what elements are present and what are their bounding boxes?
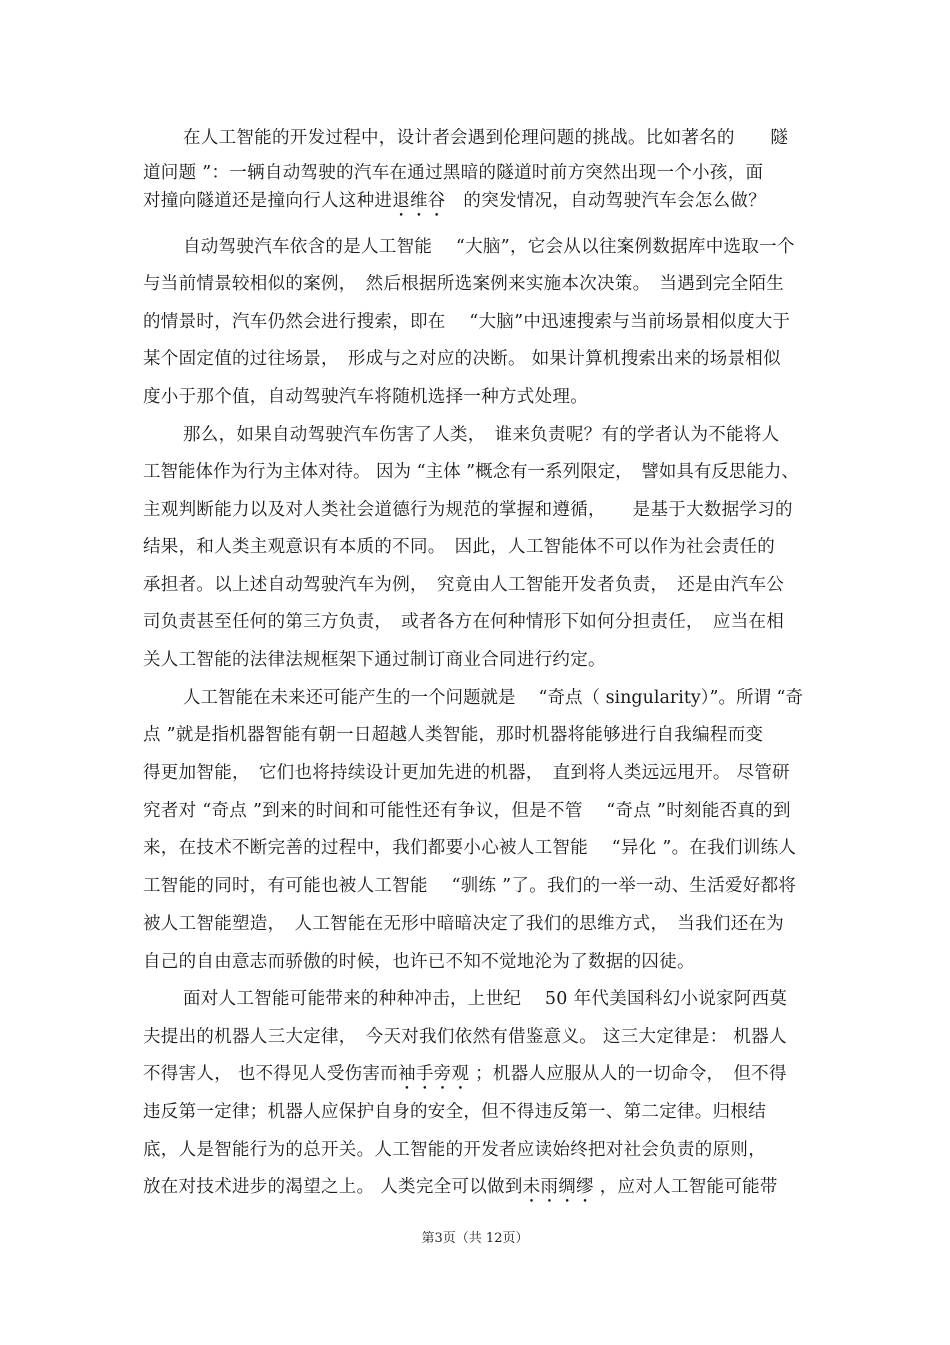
- text-line: [143, 273, 784, 295]
- text-segment: 的情景时，汽车仍然会进行搜索，即在 “大脑”中迅速搜索与当前场景相似度大于: [143, 312, 791, 332]
- text-line: [143, 800, 791, 822]
- text-line: [143, 311, 790, 333]
- text-line: [143, 649, 606, 671]
- text-segment: 得更加智能， 它们也将持续设计更加先进的机器， 直到将人类远远甩开。 尽管研: [143, 763, 790, 783]
- text-segment: [735, 128, 771, 148]
- text-segment: 被人工智能塑造， 人工智能在无形中暗暗决定了我们的思维方式， 当我们还在为: [143, 914, 785, 934]
- page-footer: 第3页（共 12页）: [421, 1231, 529, 1246]
- emphasized-phrase: 未雨绸缪: [522, 1177, 594, 1197]
- text-segment: 来，在技术不断完善的过程中，我们都要小心被人工智能 “异化 ”。在我们训练人: [143, 838, 797, 858]
- text-line: [183, 127, 788, 149]
- text-segment: 道问题 ”：一辆自动驾驶的汽车在通过黑暗的隧道时前方突然出现一个小孩，面: [143, 163, 764, 183]
- text-line: [143, 1176, 778, 1207]
- text-line: [143, 386, 588, 408]
- text-line: [143, 1139, 766, 1161]
- emphasized-phrase: 袖手旁观: [398, 1064, 470, 1084]
- text-segment: ；机器人应服从人的一切命令， 但不得: [469, 1064, 787, 1084]
- text-segment: 人工智能在未来还可能产生的一个问题就是 “奇点（ singularity）”。所谓 “奇: [183, 688, 804, 708]
- text-line: [143, 1063, 787, 1094]
- text-segment: 司负责甚至任何的第三方负责， 或者各方在何种情形下如何分担责任， 应当在相: [143, 612, 785, 632]
- text-line: [143, 875, 796, 897]
- text-segment: 对撞向隧道还是撞向行人这种进: [143, 191, 393, 211]
- text-segment: 底，人是智能行为的总开关。人工智能的开发者应读始终把对社会负责的原则，: [143, 1140, 766, 1160]
- text-line: [143, 536, 775, 558]
- text-segment: 工智能的同时，有可能也被人工智能 “驯练 ”了。我们的一举一动、生活爱好都将: [143, 876, 797, 896]
- text-line: [143, 190, 766, 221]
- text-line: [143, 837, 796, 859]
- text-segment: 的突发情况，自动驾驶汽车会怎么做？: [445, 191, 767, 211]
- text-line: [183, 424, 779, 446]
- text-line: [143, 611, 784, 633]
- text-segment: 工智能体作为行为主体对待。 因为 “主体 ”概念有一系列限定， 譬如具有反思能力、: [143, 462, 799, 482]
- text-line: [143, 162, 763, 184]
- text-line: [143, 461, 799, 483]
- text-segment: 点 ”就是指机器智能有朝一日超越人类智能，那时机器将能够进行自我编程而变: [143, 725, 764, 745]
- text-line: [143, 724, 763, 746]
- text-line: [143, 762, 790, 784]
- text-segment: 夫提出的机器人三大定律， 今天对我们依然有借鉴意义。 这三大定律是： 机器人: [143, 1027, 787, 1047]
- text-segment: 在人工智能的开发过程中，设计者会遇到伦理问题的挑战。比如著名的: [183, 128, 735, 148]
- text-line: [143, 1101, 766, 1123]
- text-line: [143, 499, 793, 521]
- text-line: [143, 913, 784, 935]
- text-line: [183, 236, 795, 258]
- text-segment: 承担者。以上述自动驾驶汽车为例， 究竟由人工智能开发者负责， 还是由汽车公: [143, 575, 785, 595]
- text-segment: 隧: [770, 128, 789, 148]
- text-segment: 度小于那个值，自动驾驶汽车将随机选择一种方式处理。: [143, 387, 588, 407]
- text-segment: 自动驾驶汽车依含的是人工智能 “大脑”，它会从以往案例数据库中选取一个: [183, 237, 795, 257]
- text-segment: 自己的自由意志而骄傲的时候，也许已不知不觉地沦为了数据的囚徒。: [143, 952, 695, 972]
- text-line: [183, 687, 803, 709]
- text-segment: 那么，如果自动驾驶汽车伤害了人类， 谁来负责呢？有的学者认为不能将人: [183, 425, 780, 445]
- text-segment: ，应对人工智能可能带: [593, 1177, 778, 1197]
- text-segment: 某个固定值的过往场景， 形成与之对应的决断。 如果计算机搜索出来的场景相似: [143, 349, 781, 369]
- text-segment: 违反第一定律；机器人应保护自身的安全，但不得违反第一、第二定律。归根结: [143, 1102, 766, 1122]
- text-segment: 与当前情景较相似的案例， 然后根据所选案例来实施本次决策。 当遇到完全陌生: [143, 274, 785, 294]
- text-segment: 结果，和人类主观意识有本质的不同。 因此，人工智能体不可以作为社会责任的: [143, 537, 776, 557]
- text-line: [143, 951, 695, 973]
- text-line: [143, 1026, 787, 1048]
- text-segment: 不得害人， 也不得见人受伤害而: [143, 1064, 399, 1084]
- text-segment: 关人工智能的法律法规框架下通过制订商业合同进行约定。: [143, 650, 606, 670]
- emphasized-phrase: 退维谷: [392, 191, 446, 211]
- text-line: [143, 574, 784, 596]
- text-segment: 放在对技术进步的渴望之上。 人类完全可以做到: [143, 1177, 523, 1197]
- text-line: [143, 348, 781, 370]
- text-segment: 究者对 “奇点 ”到来的时间和可能性还有争议，但是不管 “奇点 ”时刻能否真的到: [143, 801, 791, 821]
- text-line: [183, 988, 787, 1010]
- text-segment: 面对人工智能可能带来的种种冲击，上世纪 50 年代美国科幻小说家阿西莫: [183, 989, 788, 1009]
- text-segment: 主观判断能力以及对人类社会道德行为规范的掌握和遵循， 是基于大数据学习的: [143, 500, 793, 520]
